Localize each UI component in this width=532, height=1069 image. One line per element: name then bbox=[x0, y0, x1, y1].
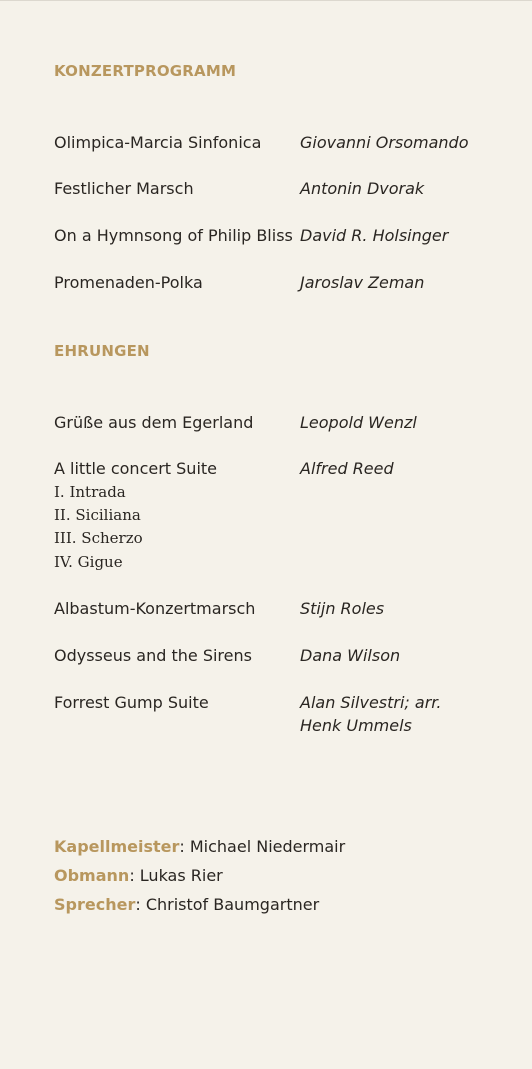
piece-title: Olimpica-Marcia Sinfonica bbox=[54, 133, 262, 152]
piece-title: Albastum-Konzertmarsch bbox=[54, 599, 256, 618]
piece-title: Odysseus and the Sirens bbox=[54, 646, 252, 665]
credit-line bbox=[54, 864, 223, 888]
piece-title: A little concert Suite bbox=[54, 459, 218, 478]
piece-composer: Dana Wilson bbox=[300, 646, 401, 665]
piece-composer: Stijn Roles bbox=[300, 599, 385, 618]
piece-title: On a Hymnsong of Philip Bliss bbox=[54, 226, 293, 245]
credit-role: Sprecher bbox=[54, 895, 136, 914]
piece-composer: Alan Silvestri; arr. bbox=[300, 693, 442, 712]
movement-label: II. Siciliana bbox=[54, 506, 141, 524]
movement-label: IV. Gigue bbox=[54, 553, 123, 571]
credit-role: Kapellmeister bbox=[54, 837, 180, 856]
honors-heading: EHRUNGEN bbox=[54, 342, 150, 360]
piece-title: Promenaden-Polka bbox=[54, 273, 203, 292]
credit-line bbox=[54, 835, 345, 859]
credit-role: Obmann bbox=[54, 866, 130, 885]
piece-title: Festlicher Marsch bbox=[54, 179, 194, 198]
movement-label: III. Scherzo bbox=[54, 529, 143, 547]
credit-line bbox=[54, 893, 319, 917]
piece-title: Forrest Gump Suite bbox=[54, 693, 209, 712]
top-divider bbox=[0, 0, 532, 1]
piece-title: Grüße aus dem Egerland bbox=[54, 413, 254, 432]
piece-composer: Alfred Reed bbox=[300, 459, 394, 478]
movement-label: I. Intrada bbox=[54, 483, 126, 501]
piece-composer: Leopold Wenzl bbox=[300, 413, 417, 432]
credit-name: : Christof Baumgartner bbox=[135, 895, 320, 914]
credit-name: : Michael Niedermair bbox=[179, 837, 346, 856]
piece-composer: Giovanni Orsomando bbox=[300, 133, 469, 152]
piece-composer: David R. Holsinger bbox=[300, 226, 449, 245]
piece-composer: Henk Ummels bbox=[300, 716, 412, 735]
program-heading: KONZERTPROGRAMM bbox=[54, 62, 237, 80]
piece-composer: Jaroslav Zeman bbox=[300, 273, 425, 292]
credit-name: : Lukas Rier bbox=[129, 866, 223, 885]
piece-composer: Antonin Dvorak bbox=[300, 179, 425, 198]
